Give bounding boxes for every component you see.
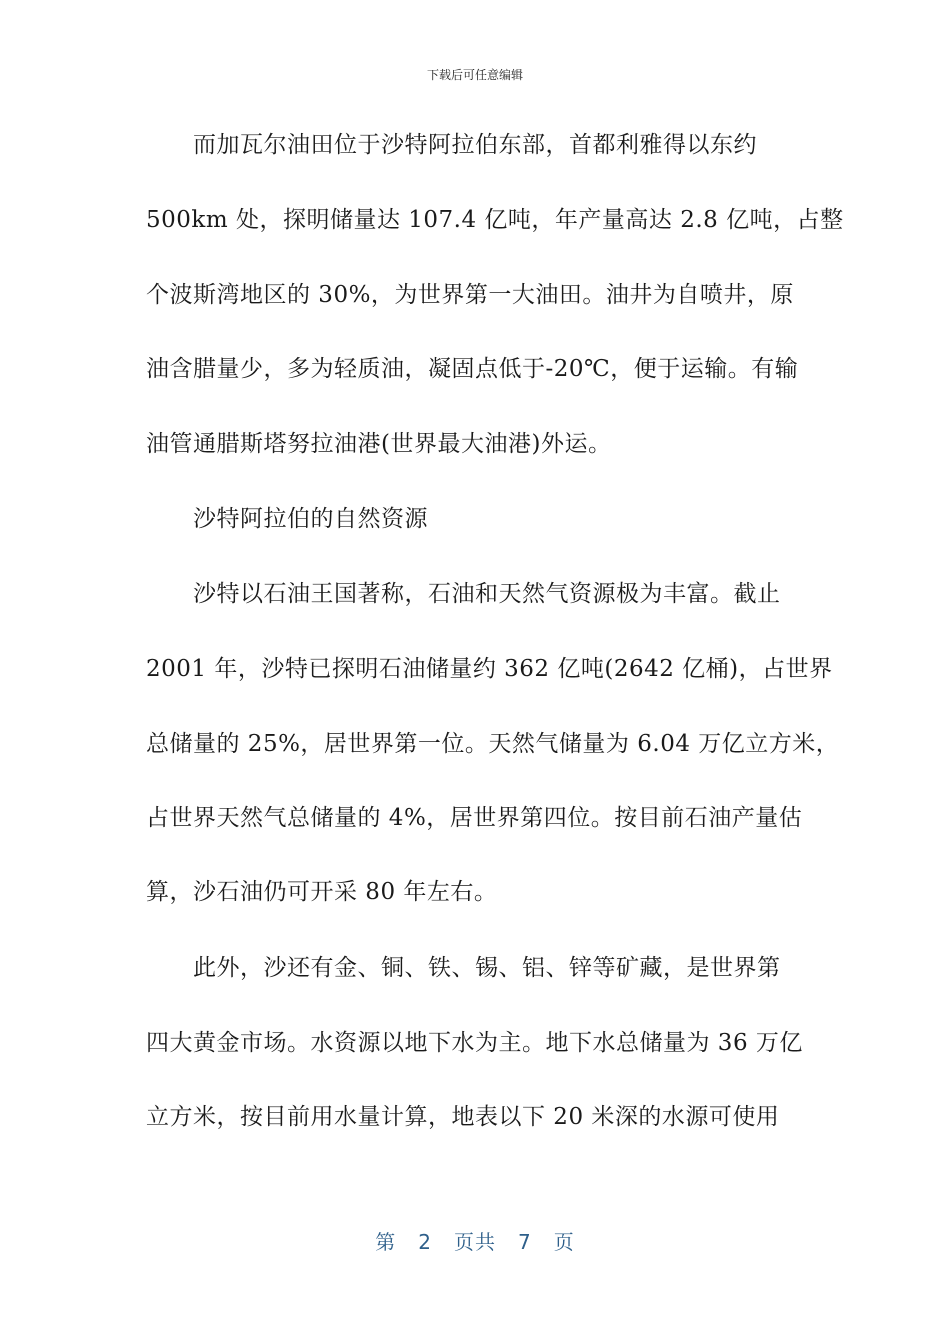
text-line: 算，沙石油仍可开采 80 年左右。 (146, 879, 498, 905)
page-footer (0, 1226, 950, 1255)
footer-suffix: 页 (553, 1230, 575, 1254)
text-line: 沙特以石油王国著称，石油和天然气资源极为丰富。截止 (193, 581, 781, 607)
section-heading: 沙特阿拉伯的自然资源 (193, 506, 428, 532)
text-line: 立方米，按目前用水量计算，地表以下 20 米深的水源可使用 (146, 1104, 780, 1130)
text-line: 油管通腊斯塔努拉油港(世界最大油港)外运。 (146, 431, 612, 457)
footer-total-pages: 7 (518, 1230, 532, 1254)
page-header-note: 下载后可任意编辑 (426, 68, 523, 82)
text-line: 而加瓦尔油田位于沙特阿拉伯东部，首都利雅得以东约 (193, 132, 757, 158)
footer-prefix: 第 (375, 1230, 397, 1254)
text-line: 四大黄金市场。水资源以地下水为主。地下水总储量为 36 万亿 (146, 1030, 803, 1056)
footer-mid: 页共 (454, 1230, 496, 1254)
text-line: 个波斯湾地区的 30%，为世界第一大油田。油井为自喷井，原 (146, 282, 794, 308)
footer-page-number: 2 (418, 1230, 432, 1254)
text-line: 此外，沙还有金、铜、铁、锡、铝、锌等矿藏，是世界第 (193, 955, 781, 981)
text-line: 2001 年，沙特已探明石油储量约 362 亿吨(2642 亿桶)，占世界 (146, 656, 833, 682)
text-line: 占世界天然气总储量的 4%，居世界第四位。按目前石油产量估 (146, 805, 803, 831)
text-line: 500km 处，探明储量达 107.4 亿吨，年产量高达 2.8 亿吨，占整 (146, 207, 844, 233)
text-line: 总储量的 25%，居世界第一位。天然气储量为 6.04 万亿立方米， (146, 731, 840, 757)
text-line: 油含腊量少，多为轻质油，凝固点低于-20℃，便于运输。有输 (146, 356, 799, 382)
